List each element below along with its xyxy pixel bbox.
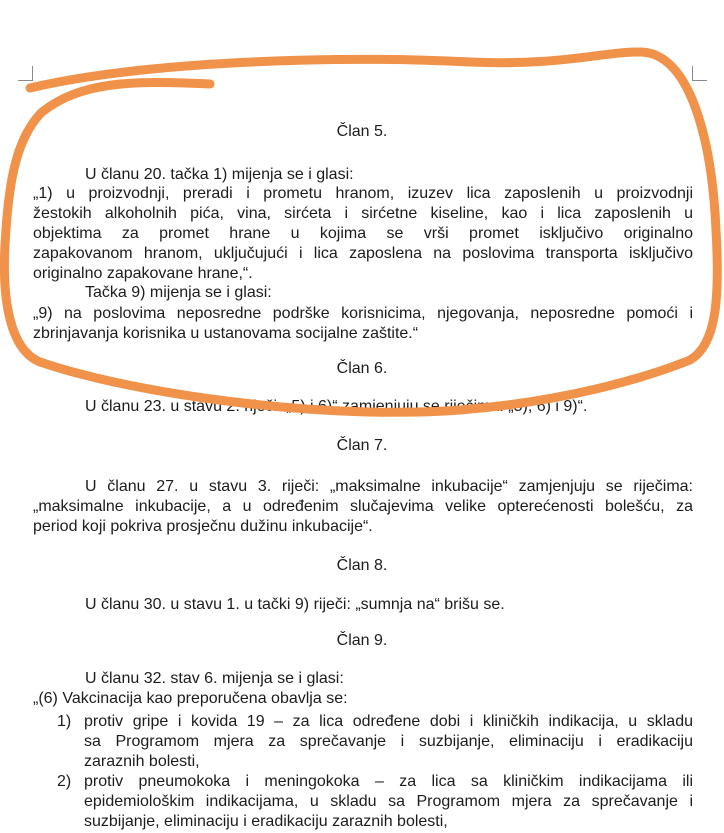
article-5-quote-line: zapakovanom hranom, uključujući i lica zaposlena na poslovima transporta isključivo <box>33 245 693 262</box>
article-5-quote-line: žestokih alkoholnih pića, vina, sirćeta i sirćetne kiseline, kao i lica zaposlenih u <box>33 205 693 222</box>
article-7-heading: Član 7. <box>336 437 388 454</box>
list-item-number: 2) <box>57 773 72 790</box>
article-9-intro: U članu 32. stav 6. mijenja se i glasi: <box>85 670 344 687</box>
list-item-line: epidemiološkim indikacijama, u skladu sa Programom mjera za sprečavanje i <box>84 793 693 810</box>
article-7-line: period koji pokriva prosječnu dužinu inkubacije“. <box>33 518 373 535</box>
list-item-line: zaraznih bolesti, <box>84 753 200 770</box>
article-5-quote-2-line: zbrinjavanja korisnika u ustanovama socijalne zaštite.“ <box>33 325 419 342</box>
article-7-line: U članu 27. u stavu 3. riječi: „maksimalne inkubacije“ zamjenjuju se riječima: <box>85 478 693 495</box>
article-5-quote-line: originalno zapakovane hrane,“. <box>33 265 253 282</box>
list-item-number: 1) <box>57 713 72 730</box>
list-item-line: protiv gripe i kovida 19 – za lica određene dobi i kliničkih indikacija, u skladu <box>84 713 693 730</box>
article-6-text: U članu 23. u stavu 2. riječi: „5) i 6)“ zamjenjuju se riječima: „5), 6) i 9)“. <box>85 398 588 415</box>
article-5-intro-2: Tačka 9) mijenja se i glasi: <box>85 284 272 301</box>
list-item-line: protiv pneumokoka i meningokoka – za lica sa kliničkim indikacijama ili <box>84 773 693 790</box>
article-5-intro: U članu 20. tačka 1) mijenja se i glasi: <box>85 166 354 183</box>
article-5-quote-line: „1) u proizvodnji, preradi i prometu hranom, izuzev lica zaposlenih u proizvodnji <box>33 185 693 202</box>
article-9-heading: Član 9. <box>336 632 388 649</box>
article-8-text: U članu 30. u stavu 1. u tački 9) riječi: „sumnja na“ brišu se. <box>85 596 505 613</box>
article-8-heading: Član 8. <box>336 557 388 574</box>
list-item-line: sa Programom mjera za sprečavanje i suzbijanje, eliminaciju i eradikaciju <box>84 733 693 750</box>
list-item-line: suzbijanje, eliminaciju i eradikaciju zaraznih bolesti, <box>84 813 448 830</box>
page-corner-mark-top-left <box>18 66 33 81</box>
article-5-quote-2-line: „9) na poslovima neposredne podrške korisnicima, njegovanja, neposredne pomoći i <box>33 305 693 322</box>
article-6-heading: Član 6. <box>336 360 388 377</box>
article-7-line: „maksimalne inkubacije, a u određenim slučajevima velike opterećenosti bolešću, za <box>33 498 693 515</box>
article-5-quote-line: objektima za promet hrane u kojima se vrši promet isključivo originalno <box>33 225 693 242</box>
page-corner-mark-top-right <box>692 66 707 81</box>
article-9-quote-intro: „(6) Vakcinacija kao preporučena obavlja se: <box>33 690 348 707</box>
article-5-heading: Član 5. <box>336 123 388 140</box>
